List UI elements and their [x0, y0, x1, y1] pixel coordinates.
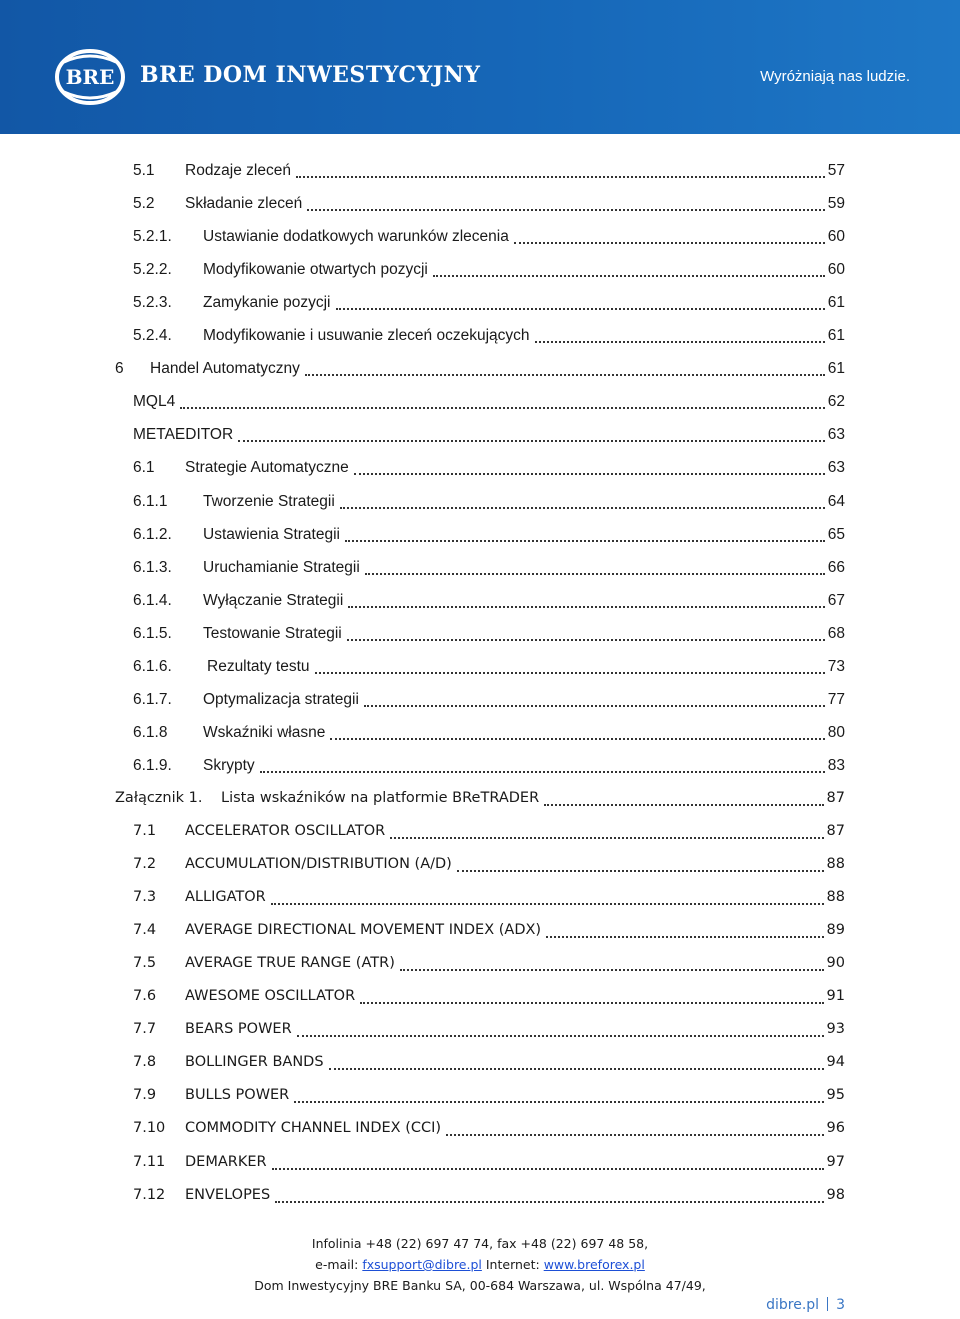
website-link[interactable]: www.breforex.pl [543, 1257, 645, 1272]
toc-leader-dots [390, 836, 823, 839]
toc-entry-title: Wyłączanie Strategii [203, 591, 344, 609]
toc-entry-page: 97 [826, 1153, 845, 1170]
toc-entry-title: Tworzenie Strategii [203, 492, 335, 510]
toc-entry-page: 93 [826, 1021, 845, 1038]
footer-email-line [0, 1254, 960, 1275]
toc-entry-number: 6 [115, 360, 124, 378]
toc-entry[interactable] [133, 385, 845, 418]
toc-entry-number: 6.1.1 [133, 492, 168, 510]
toc-entry-number: 5.2.1. [133, 228, 172, 246]
toc-entry-number: 7.5 [133, 955, 157, 972]
toc-entry-title: BULLS POWER [185, 1087, 290, 1104]
toc-entry-number: Załącznik 1. [115, 789, 203, 806]
toc-entry-page: 83 [827, 756, 845, 774]
toc-leader-dots [340, 506, 825, 509]
toc-entry[interactable] [133, 1112, 845, 1145]
toc-entry-page: 64 [827, 492, 845, 510]
toc-entry-number: 6.1.6. [133, 657, 172, 675]
toc-leader-dots [272, 1167, 824, 1170]
toc-entry-title: Skrypty [203, 756, 255, 774]
toc-entry[interactable] [133, 749, 845, 782]
toc-entry-page: 57 [827, 162, 845, 179]
toc-entry-title: ENVELOPES [185, 1186, 271, 1203]
toc-entry-page: 63 [827, 459, 845, 477]
toc-entry-title: Ustawienia Strategii [203, 525, 340, 543]
toc-leader-dots [347, 638, 825, 641]
toc-entry-number: 5.2.4. [133, 327, 172, 345]
toc-entry-number: 7.2 [133, 856, 157, 873]
toc-entry-title: BOLLINGER BANDS [185, 1054, 324, 1071]
toc-entry-number: 7.1 [133, 823, 157, 839]
toc-entry[interactable] [133, 485, 845, 518]
toc-entry[interactable] [133, 253, 845, 286]
toc-entry-number: 6.1.7. [133, 690, 172, 708]
toc-leader-dots [348, 605, 824, 608]
toc-entry-page: 73 [827, 657, 845, 675]
toc-leader-dots [330, 737, 824, 740]
toc-entry-number: 7.11 [133, 1153, 166, 1170]
toc-entry-title: COMMODITY CHANNEL INDEX (CCI) [185, 1120, 442, 1137]
footer-contact-line: Infolinia +48 (22) 697 47 74, fax +48 (22) 697 48 58, [311, 1236, 649, 1251]
toc-entry-number: 7.8 [133, 1054, 157, 1071]
toc-entry-page: 88 [826, 889, 845, 906]
toc-entry[interactable] [133, 914, 845, 947]
toc-leader-dots [365, 572, 825, 575]
toc-entry[interactable] [133, 418, 845, 451]
toc-leader-dots [535, 340, 825, 343]
toc-entry-title: ALLIGATOR [185, 889, 266, 906]
toc-leader-dots [336, 307, 825, 310]
toc-leader-dots [457, 869, 824, 872]
toc-entry-page: 89 [826, 922, 845, 939]
toc-entry[interactable] [115, 352, 845, 385]
toc-entry[interactable] [133, 1046, 845, 1079]
toc-entry[interactable] [133, 1146, 845, 1179]
toc-leader-dots [400, 968, 824, 971]
toc-entry-number: 6.1.3. [133, 558, 172, 576]
toc-leader-dots [260, 770, 825, 773]
toc-leader-dots [360, 1001, 823, 1004]
toc-leader-dots [514, 241, 825, 244]
toc-entry-number: 6.1.8 [133, 723, 168, 741]
toc-entry[interactable] [133, 617, 845, 650]
toc-entry-number: 7.3 [133, 889, 157, 906]
toc-leader-dots [546, 935, 823, 938]
toc-entry-title: Uruchamianie Strategii [203, 558, 360, 576]
toc-entry-page: 87 [826, 823, 845, 839]
toc-entry-page: 98 [826, 1186, 845, 1203]
toc-entry-number: 7.6 [133, 988, 157, 1005]
toc-entry-title: Rodzaje zleceń [185, 162, 291, 179]
email-link[interactable]: fxsupport@dibre.pl [362, 1257, 482, 1272]
toc-leader-dots [297, 1034, 824, 1037]
toc-entry-title: DEMARKER [185, 1153, 267, 1170]
toc-leader-dots [364, 704, 825, 707]
toc-entry-number: 6.1.2. [133, 525, 172, 543]
toc-entry[interactable] [133, 286, 845, 319]
toc-entry[interactable] [133, 815, 845, 848]
toc-leader-dots [305, 373, 825, 376]
toc-leader-dots [275, 1200, 823, 1203]
toc-entry[interactable] [133, 518, 845, 551]
toc-entry[interactable] [133, 187, 845, 220]
toc-entry[interactable] [133, 848, 845, 881]
toc-entry-title: Modyfikowanie otwartych pozycji [203, 261, 428, 279]
brand-name: BRE DOM INWESTYCYJNY [140, 62, 481, 88]
toc-entry-page: 63 [827, 426, 845, 444]
tagline: Wyróżniają nas ludzie. [760, 68, 910, 85]
logo-text: BRE [65, 65, 115, 89]
toc-entry[interactable] [133, 650, 845, 683]
page-number: 3 [836, 1297, 845, 1313]
toc-entry[interactable] [133, 319, 845, 352]
toc-entry-title: AWESOME OSCILLATOR [185, 988, 356, 1005]
toc-entry-page: 90 [826, 955, 845, 972]
toc-leader-dots [294, 1100, 823, 1103]
toc-leader-dots [433, 274, 825, 277]
toc-entry-number: 6.1.5. [133, 624, 172, 642]
page-header [0, 0, 960, 134]
toc-entry-page: 87 [826, 789, 845, 806]
toc-leader-dots [446, 1133, 823, 1136]
toc-entry-page: 94 [826, 1054, 845, 1071]
toc-entry-title: ACCUMULATION/DISTRIBUTION (A/D) [185, 856, 452, 873]
toc-entry-title: AVERAGE DIRECTIONAL MOVEMENT INDEX (ADX) [185, 922, 542, 939]
toc-entry-page: 95 [826, 1087, 845, 1104]
toc-leader-dots [544, 803, 823, 806]
toc-leader-dots [271, 902, 824, 905]
toc-entry-page: 66 [827, 558, 845, 576]
toc-entry[interactable] [115, 782, 845, 815]
bre-logo-icon [54, 48, 126, 106]
toc-entry[interactable] [133, 716, 845, 749]
toc-entry-page: 96 [826, 1120, 845, 1137]
toc-entry[interactable] [133, 881, 845, 914]
toc-entry-page: 80 [827, 723, 845, 741]
toc-entry[interactable] [133, 451, 845, 484]
toc-entry-title: Składanie zleceń [185, 195, 303, 213]
toc-entry-title: ACCELERATOR OSCILLATOR [185, 823, 386, 839]
toc-entry-title: Lista wskaźników na platformie BReTRADER [221, 789, 540, 806]
toc-entry-page: 62 [827, 393, 845, 411]
toc-leader-dots [329, 1067, 824, 1070]
toc-entry-page: 61 [827, 327, 845, 345]
toc-entry[interactable] [133, 1013, 845, 1046]
toc-entry-page: 61 [827, 294, 845, 312]
toc-entry-page: 68 [827, 624, 845, 642]
toc-entry-title: Modyfikowanie i usuwanie zleceń oczekujących [203, 327, 530, 345]
toc-leader-dots [345, 539, 825, 542]
toc-entry-title: Wskaźniki własne [203, 723, 326, 741]
toc-entry[interactable] [133, 683, 845, 716]
toc-entry-number: 5.2.2. [133, 261, 172, 279]
toc-entry-title: AVERAGE TRUE RANGE (ATR) [185, 955, 395, 972]
toc-entry-number: 6.1.9. [133, 756, 172, 774]
toc-entry[interactable] [133, 980, 845, 1013]
toc-entry-page: 91 [826, 988, 845, 1005]
toc-leader-dots [296, 175, 825, 178]
toc-entry-number: 6.1 [133, 459, 155, 477]
toc-leader-dots [315, 671, 825, 674]
toc-entry-title: MQL4 [133, 393, 176, 411]
toc-entry-title: Ustawianie dodatkowych warunków zlecenia [203, 228, 509, 246]
page-footer [0, 1233, 960, 1296]
toc-entry-number: 7.7 [133, 1021, 157, 1038]
toc-entry-number: 5.2.3. [133, 294, 172, 312]
email-label: e-mail: [315, 1257, 363, 1272]
toc-entry-number: 5.2 [133, 195, 155, 213]
footer-address-line: Dom Inwestycyjny BRE Banku SA, 00-684 Warszawa, ul. Wspólna 47/49, [254, 1278, 706, 1293]
toc-entry-number: 7.9 [133, 1087, 157, 1104]
toc-entry-page: 60 [827, 228, 845, 246]
toc-entry-title: Handel Automatyczny [150, 360, 300, 378]
toc-entry[interactable] [133, 584, 845, 617]
toc-entry-page: 59 [827, 195, 845, 213]
toc-entry-number: 6.1.4. [133, 591, 172, 609]
separator [827, 1297, 828, 1311]
toc-entry-title: Testowanie Strategii [203, 624, 342, 642]
toc-entry-page: 60 [827, 261, 845, 279]
footer-site: dibre.pl [766, 1297, 820, 1313]
toc-entry-title: Rezultaty testu [207, 657, 310, 675]
internet-label: Internet: [481, 1257, 544, 1272]
toc-leader-dots [307, 208, 825, 211]
toc-entry-title: Optymalizacja strategii [203, 690, 359, 708]
toc-entry[interactable] [133, 551, 845, 584]
toc-entry-number: 7.10 [133, 1120, 166, 1137]
toc-entry-title: Strategie Automatyczne [185, 459, 349, 477]
toc-entry-number: 7.12 [133, 1186, 166, 1203]
toc-entry-page: 67 [827, 591, 845, 609]
toc-entry[interactable] [133, 154, 845, 187]
toc-entry-title: BEARS POWER [185, 1021, 292, 1038]
toc-entry[interactable] [133, 1179, 845, 1212]
toc-leader-dots [180, 406, 825, 409]
toc-entry-number: 5.1 [133, 162, 155, 179]
toc-leader-dots [238, 439, 825, 442]
toc-entry-title: METAEDITOR [133, 426, 234, 444]
toc-entry-page: 61 [827, 360, 845, 378]
toc-entry[interactable] [133, 947, 845, 980]
toc-entry-page: 65 [827, 525, 845, 543]
toc-entry-title: Zamykanie pozycji [203, 294, 331, 312]
toc-entry-number: 7.4 [133, 922, 157, 939]
toc-entry-page: 88 [826, 856, 845, 873]
toc-entry[interactable] [133, 220, 845, 253]
toc-leader-dots [354, 472, 825, 475]
page-number-block [766, 1297, 845, 1313]
toc-entry-page: 77 [827, 690, 845, 708]
toc-entry[interactable] [133, 1079, 845, 1112]
